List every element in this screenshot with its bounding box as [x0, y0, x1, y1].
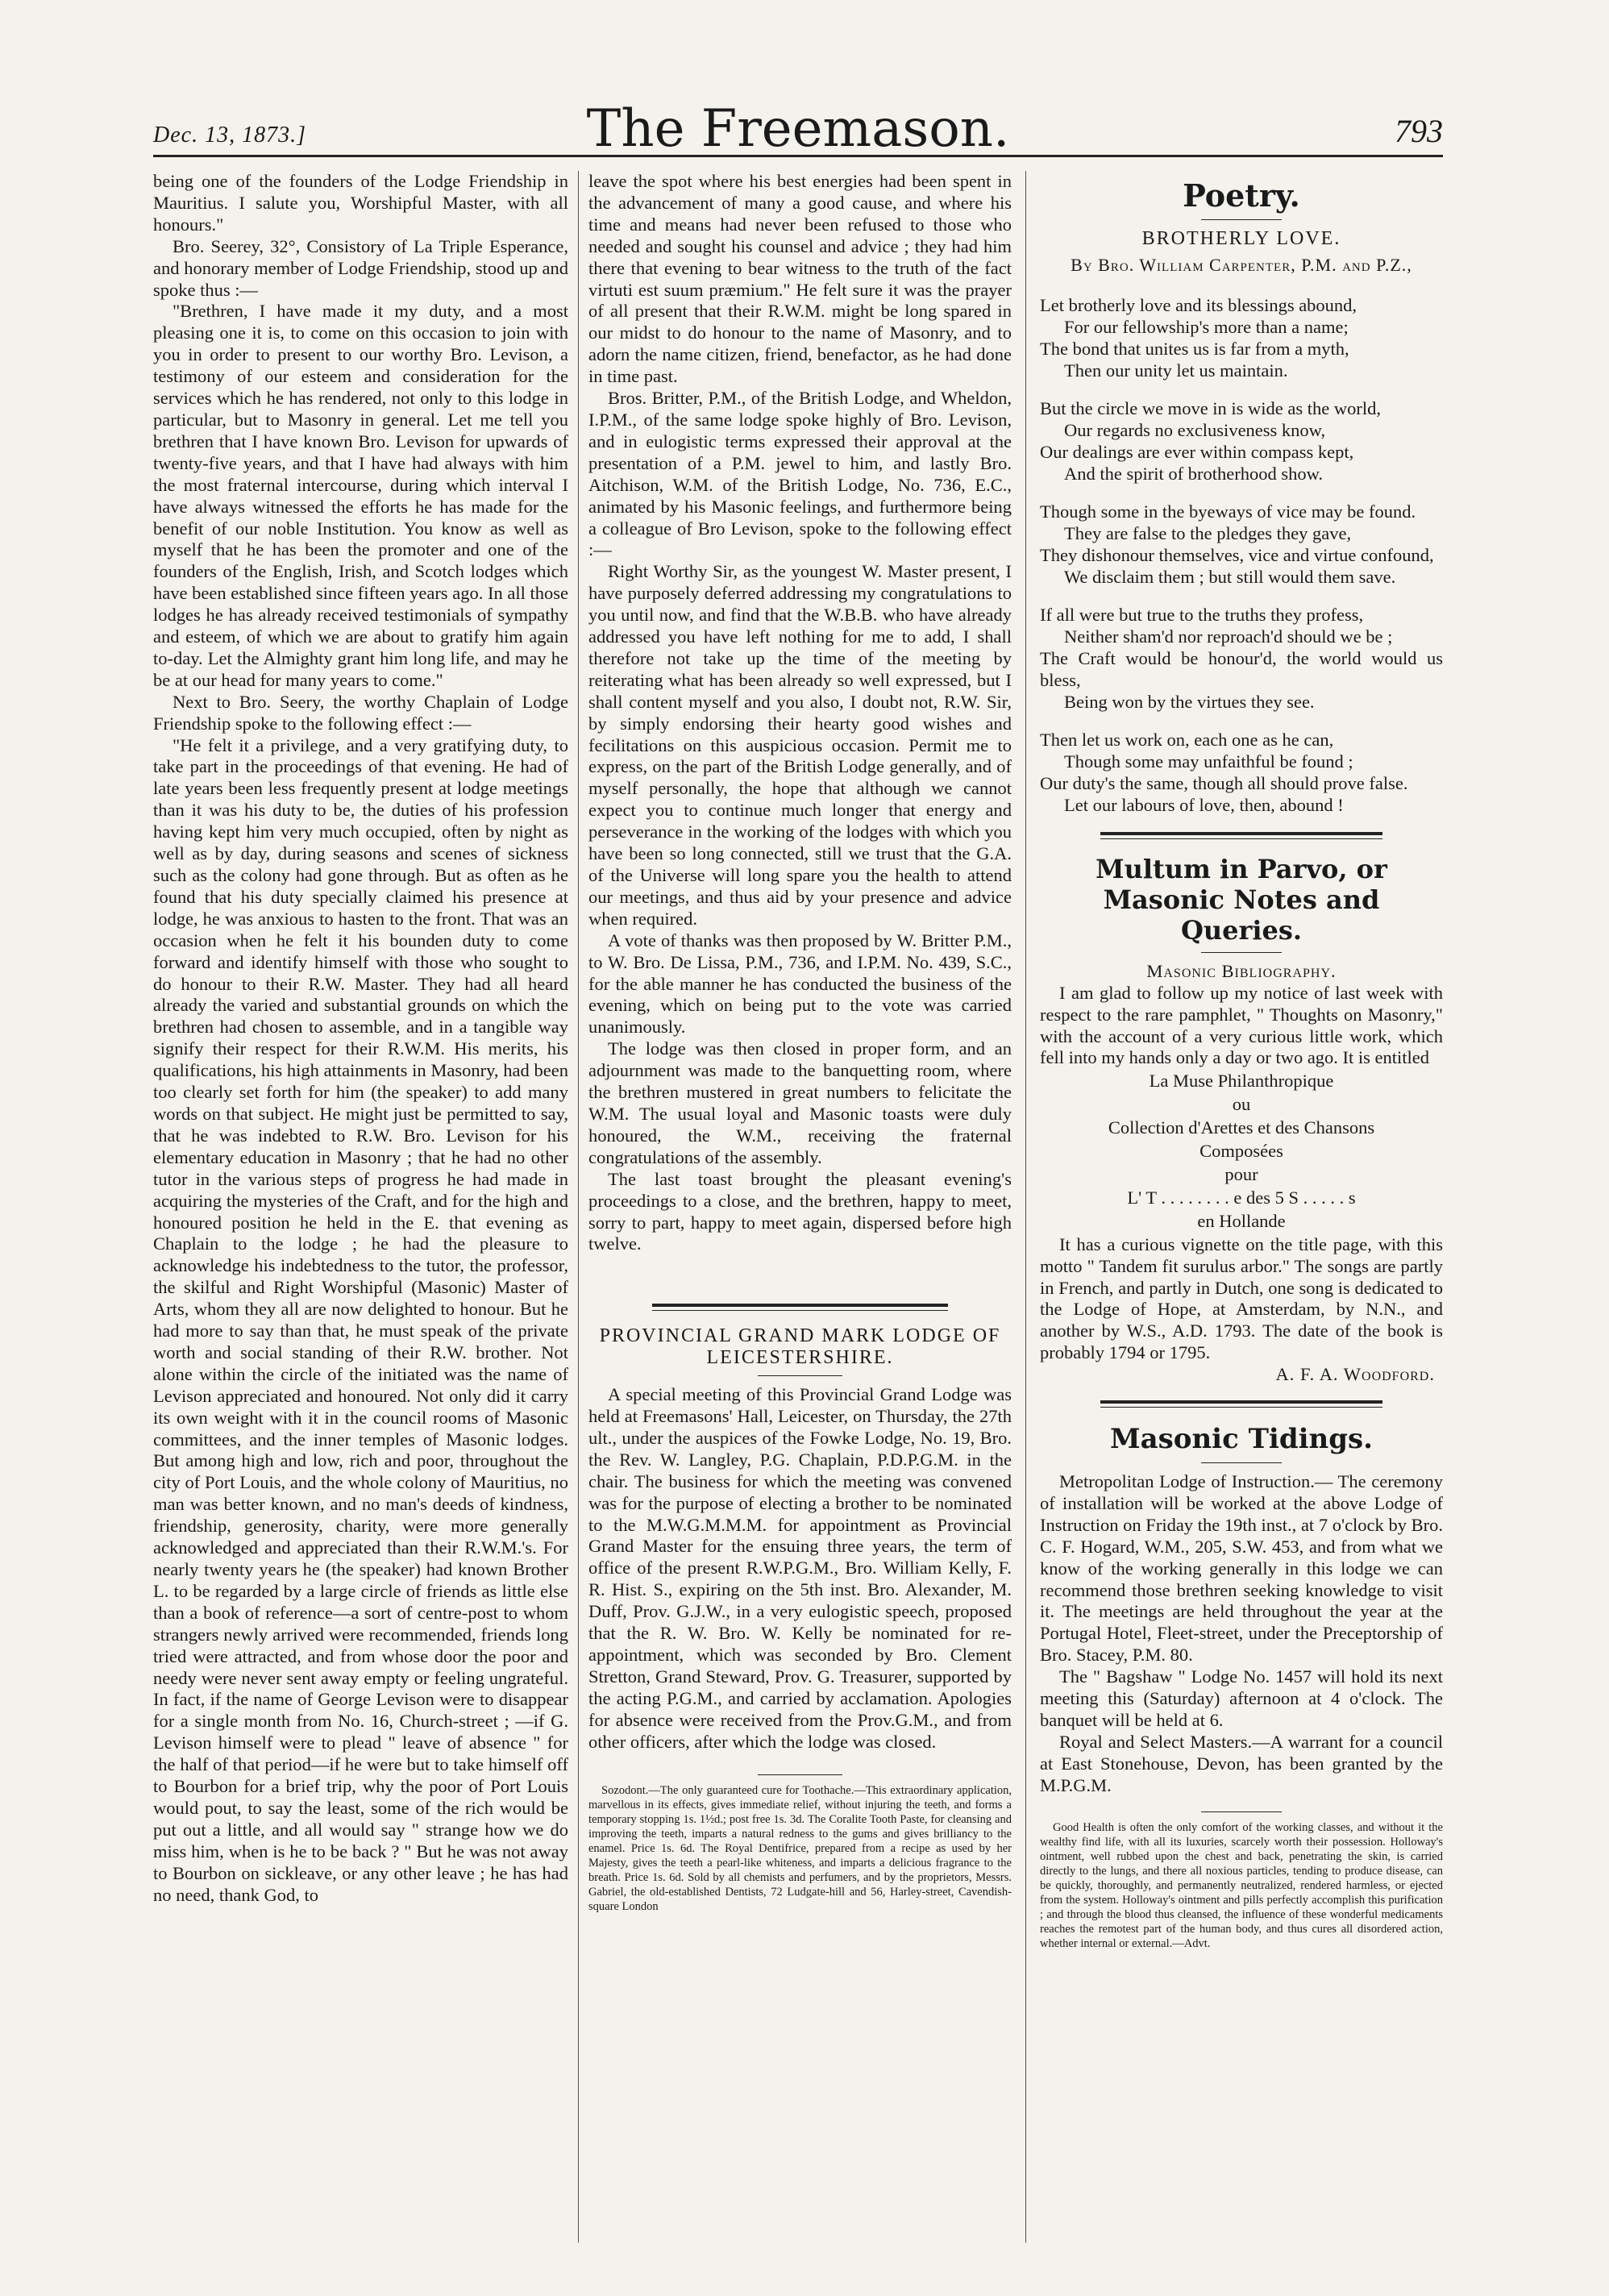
book-title-line: pour [1224, 1163, 1258, 1184]
poem-stanza [1040, 501, 1443, 588]
column-1 [153, 171, 568, 2243]
paragraph: The last toast brought the pleasant evening's proceedings to a close, and the brethren, happy to meet, sorry to part, happy to meet again, dispersed before high twelve. [588, 1168, 1012, 1254]
poem-line: We disclaim them ; but still would them save. [1064, 566, 1396, 587]
advertisement [588, 1783, 1012, 1914]
advert-text: Good Health is often the only comfort of the working classes, and without it the wealthy find life, with all its luxuries, scarcely worth their possession. Holloway's ointment, well rubbed upon the chest and back, penetrating the skin, is carried directly to the lungs, and there all noxious particles, tending to produce disease, can be quickly, thoroughly, and permanently neutralized, rendered harmless, or ejected from the system. Holloway's ointment and pills perfectly accomplish this purification ; and through the blood thus cleansed, the influence of these wonderful medicaments reaches the remotest part of the human body, and thus cures all disordered action, whether internal or external.—Advt. [1040, 1820, 1443, 1950]
paragraph: Royal and Select Masters.—A warrant for a council at East Stonehouse, Devon, has been granted by the M.P.G.M. [1040, 1731, 1443, 1795]
poem-line: Our dealings are ever within compass kept, [1040, 441, 1354, 462]
paragraph: The " Bagshaw " Lodge No. 1457 will hold its next meeting this (Saturday) afternoon at 4 o'clock. The banquet will be held at 6. [1040, 1666, 1443, 1730]
poem-line: Being won by the virtues they see. [1064, 691, 1315, 712]
paragraph: "Brethren, I have made it my duty, and a most pleasing one it is, to come on this occasion to join with you in order to present to our worthy Bro. Levison, a testimony of our esteem and consideration for the services which he has rendered, not only to this lodge in particular, but to Masonry in general. Let me tell you brethren that I have known Bro. Levison for upwards of twenty-five years, and that I have had always with him the most fraternal intercourse, during which interval I have always witnessed the efforts he has made for the benefit of our noble Institution. You know as well as myself that he has been the promoter and one of the founders of the English, Irish, and Scotch lodges which have been established since fifteen years ago. In all those lodges he has already received testimonials of sympathy and esteem, of which we are about to gratify him again to-day. Let the Almighty grant him long life, and may he be at our head for many years to come." [153, 301, 568, 690]
poem-stanza [1040, 729, 1443, 816]
section-divider [652, 1304, 949, 1311]
poem-stanza [1040, 294, 1443, 381]
section-divider [1201, 219, 1282, 220]
column-3 [1040, 171, 1443, 2243]
book-title-line: Collection d'Arettes et des Chansons [1108, 1117, 1375, 1138]
poem-line: Then our unity let us maintain. [1064, 360, 1288, 381]
poem-line: Then let us work on, each one as he can, [1040, 729, 1334, 750]
advert-text: Sozodont.—The only guaranteed cure for Toothache.—This extraordinary application, marvellous in its effects, gives immediate relief, without injuring the teeth, and forms a temporary stopping 1s. 1½d.; post free 1s. 3d. The Coralite Tooth Paste, for cleansing and improving the teeth, imparts a natural redness to the gums and gives brilliancy to the enamel. Price 1s. 6d. The Royal Dentifrice, prepared from a recipe as used by her Majesty, gives the teeth a pearl-like whiteness, and imparts a delicious fragrance to the breath. Price 1s. 6d. Sold by all chemists and perfumers, and by the proprietors, Messrs. Gabriel, the old-established Dentists, 72 Ludgate-hill and 56, Harley-street, Cavendish-square London [588, 1783, 1012, 1913]
advertisement [1040, 1820, 1443, 1951]
paragraph: Metropolitan Lodge of Instruction.— The ceremony of installation will be worked at the above Lodge of Instruction on Friday the 19th inst., at 7 o'clock by Bro. C. F. Hogard, W.M., 205, S.W. 453, and from what we know of the working generally in this lodge we can recommend those brethren seeking knowledge to visit it. The meetings are held throughout the year at the Portugal Hotel, Fleet-street, under the Preceptorship of Bro. Stacey, P.M. 80. [1040, 1471, 1443, 1666]
poem-line: Though some in the byeways of vice may be found. [1040, 501, 1416, 522]
section-divider [1100, 832, 1382, 839]
book-title [1040, 1071, 1443, 1232]
poem-stanza [1040, 397, 1443, 485]
poem-line: Though some may unfaithful be found ; [1064, 751, 1353, 772]
page-number: 793 [1395, 113, 1443, 149]
paragraph: The lodge was then closed in proper form, and an adjournment was made to the banquetting room, where the brethren mustered in great numbers to felicitate the W.M. The usual loyal and Masonic toasts were duly honoured, the W.M., receiving the fraternal congratulations of the assembly. [588, 1038, 1012, 1167]
paragraph: leave the spot where his best energies had been spent in the advancement of many a good cause, and where his time and means had never been refused to those who needed and sought his counsel and advice ; they had him there that evening to bear witness to the truth of the fact virtuti est suum præmium." He felt sure it was the prayer of all present that their R.W.M. might be long spared in our midst to do honour to the name of Masonry, and to adorn the name citizen, friend, benefactor, as he had done in time past. [588, 171, 1012, 387]
paragraph: It has a curious vignette on the title page, with this motto " Tandem fit surulus arbor." The songs are partly in French, and partly in Dutch, one song is dedicated to the Lodge of Hope, at Amsterdam, by N.N., and another by W.S., A.D. 1793. The date of the book is probably 1794 or 1795. [1040, 1233, 1443, 1363]
poem-line: They dishonour themselves, vice and virtue confound, [1040, 544, 1434, 565]
book-title-line: L' T . . . . . . . . e des 5 S . . . . . s [1127, 1187, 1356, 1208]
poem-line: The Craft would be honour'd, the world would us bless, [1040, 647, 1443, 690]
section-divider [758, 1774, 842, 1775]
section-heading: PROVINCIAL GRAND MARK LODGE OF LEICESTERSHIRE. [599, 1325, 1001, 1369]
book-title-line: La Muse Philanthropique [1149, 1071, 1334, 1092]
poem [1040, 294, 1443, 816]
issue-date: Dec. 13, 1873.] [153, 123, 306, 148]
poem-byline: By Bro. William Carpenter, P.M. and P.Z., [1071, 254, 1412, 275]
paragraph: Bros. Britter, P.M., of the British Lodge, and Wheldon, I.P.M., of the same lodge spoke highly of Bro. Levison, and in eulogistic terms expressed their approval at the presentation of a P.M. jewel to him, and lastly Bro. Aitchison, W.M. of the British Lodge, No. 736, E.C., animated by his Masonic feelings, and furthermore being a colleague of Bro Levison, spoke to the following effect :— [588, 388, 1012, 560]
paragraph: Next to Bro. Seery, the worthy Chaplain of Lodge Friendship spoke to the following effect :— [153, 691, 568, 734]
poem-title: BROTHERLY LOVE. [1141, 228, 1341, 249]
book-title-line: en Hollande [1197, 1210, 1286, 1231]
poem-line: And the spirit of brotherhood show. [1064, 463, 1323, 484]
poem-line: For our fellowship's more than a name; [1064, 316, 1349, 337]
section-divider [1201, 952, 1282, 953]
poem-line: If all were but true to the truths they profess, [1040, 604, 1364, 625]
column-rule [578, 171, 579, 2243]
paragraph: being one of the founders of the Lodge Friendship in Mauritius. I salute you, Worshipful Master, with all honours." [153, 171, 568, 235]
poem-line: Let brotherly love and its blessings abound, [1040, 294, 1357, 315]
book-title-line: Composées [1199, 1141, 1283, 1162]
signature: A. F. A. Woodford. [1275, 1364, 1435, 1385]
paragraph: A special meeting of this Provincial Grand Lodge was held at Freemasons' Hall, Leicester, on Thursday, the 27th ult., under the auspices of the Fowke Lodge, No. 19, Bro. the Rev. W. Langley, P.G. Chaplain, P.D.P.G.M. in the chair. The business for which the meeting was convened was for the purpose of electing a brother to be nominated to the M.W.G.M.M.M. for appointment as Provincial Grand Master for the ensuing three years, the term of office of the present R.W.P.G.M., Bro. William Kelly, F. R. Hist. S., expiring on the 5th inst. Bro. Alexander, M. Duff, Prov. G.J.W., in a very eulogistic speech, proposed that the R. W. Bro. W. Kelly be nominated for re-appointment, which was seconded by Bro. Clement Stretton, Grand Steward, Prov. G. Treasurer, supported by the acting P.G.M., and carried by acclamation. Apologies for absence were received from the Prov.G.M., and from other officers, after which the lodge was closed. [588, 1384, 1012, 1752]
column-rule [1025, 171, 1026, 2243]
poem-line: Neither sham'd nor reproach'd should we be ; [1064, 626, 1393, 647]
subsection-heading: Masonic Bibliography. [1146, 960, 1337, 981]
tidings-heading: Masonic Tidings. [1109, 1423, 1374, 1456]
poem-line: But the circle we move in is wide as the world, [1040, 397, 1382, 418]
poem-line: Our regards no exclusiveness know, [1064, 419, 1326, 440]
paragraph: I am glad to follow up my notice of last week with respect to the rare pamphlet, " Thoughts on Masonry," with the account of a very curious little work, which fell into my hands only a day or two ago. It is entitled [1040, 982, 1443, 1068]
section-divider [1201, 1811, 1282, 1812]
book-title-line: ou [1232, 1094, 1251, 1115]
paragraph: A vote of thanks was then proposed by W. Britter P.M., to W. Bro. De Lissa, P.M., 736, and I.P.M. No. 439, S.C., for the able manner he has conducted the business of the evening, which on being put to the vote was carried unanimously. [588, 930, 1012, 1038]
column-2 [588, 171, 1012, 2243]
poem-line: Our duty's the same, though all should prove false. [1040, 772, 1408, 793]
notes-queries-heading: Multum in Parvo, or Masonic Notes and Queries. [1096, 853, 1387, 946]
paragraph: "He felt it a privilege, and a very gratifying duty, to take part in the proceedings of that evening. He had of late years been less frequently present at lodge meetings than it was his duty to be, the duties of his profession having kept him very much occupied, often by night as well as by day, during seasons and scenes of sickness such as the colony had gone through. But as often as he found that his duty specially claimed his presence at lodge, he was anxious to hasten to the front. That was an occasion when he felt it his bounden duty to come forward and identify himself with those who sought to do honour to their R.W. Master. They had all heard already the varied and substantial grounds on which the brethren had chosen to assemble, and in a tangible way signify their respect for their R.W.M. His merits, his qualifications, his high attainments in Masonry, had been too clearly set forth for him (the speaker) to add many words on that subject. He might just be permitted to say, that he was indebted to R.W. Bro. Levison for his elementary education in Masonry ; that he had no other tutor in the various steps of progress he had made in acquiring the mysteries of the Craft, and for the high and honoured position he held in the E. that evening as Chaplain to the lodge ; he had the pleasure to acknowledge his indebtedness to the tutor, the professor, the skilful and Right Worshipful (Masonic) Master of Arts, whom they all are now delighted to honour. But he had more to say than that, he must speak of the private worth and social standing of their R.W. brother. Not alone within the circle of the initiated was the name of Levison appreciated and honoured. Not only did it carry its own weight with it in the council rooms of Masonic committees, and the inner temples of Masonic lodges. But among high and low, rich and poor, throughout the city of Port Louis, and the whole colony of Mauritius, no man was better known, and no man's deeds of kindness, friendship, generosity, charity, were more generally acknowledged and appreciated than their R.W.M.'s. For nearly twenty years he (the speaker) had known Brother L. to be regarded by a large circle of friends as little else than a book of reference—a sort of centre-post to whom strangers newly arrived were recommended, friends long tried were attracted, and from whose door the poor and needy were never sent away empty or feeling ungrateful. In fact, if the name of George Levison were to disappear for a single month from No. 16, Church-street ; —if G. Levison himself were to plead " leave of absence " for the half of that period—if he were but to take himself off to Bourbon for a brief trip, why the poor of Port Louis would pout, to say the least, some of the rich would be put out a little, and all would say " strange how we do miss him, when is he to be back ? " But he was not away to Bourbon on sickleave, or any other leave ; he has had no need, thank God, to [153, 734, 568, 1905]
poem-line: They are false to the pledges they gave, [1064, 522, 1352, 543]
poetry-heading: Poetry. [1183, 177, 1300, 214]
section-divider [1100, 1400, 1382, 1408]
paragraph: Bro. Seerey, 32°, Consistory of La Triple Esperance, and honorary member of Lodge Friendship, stood up and spoke thus :— [153, 235, 568, 300]
section-divider [1201, 1462, 1282, 1463]
newspaper-title: The Freemason. [586, 99, 1010, 159]
paragraph: Right Worthy Sir, as the youngest W. Master present, I have purposely deferred addressing my congratulations to you until now, and find that the W.B.B. who have already addressed you have left nothing for me to add, I shall therefore not take up the time of the meeting by reiterating what has been already so well expressed, but I shall content myself and you also, I doubt not, R.W. Sir, by simply endorsing their hearty good wishes and fecilitations on this auspicious occasion. Permit me to express, on the part of the British Lodge generally, and of myself personally, the hope that although we cannot expect you to continue much longer that energy and perseverance in the working of the lodges with which you have been so long connected, still we trust that the G.A. of the Universe will long spare you the health to attend our meetings, and thus aid by your presence and advice when required. [588, 561, 1012, 929]
poem-line: The bond that unites us is far from a myth, [1040, 338, 1349, 359]
section-divider [758, 1375, 842, 1376]
masthead [153, 99, 1443, 159]
poem-line: Let our labours of love, then, abound ! [1064, 794, 1344, 815]
poem-stanza [1040, 604, 1443, 713]
